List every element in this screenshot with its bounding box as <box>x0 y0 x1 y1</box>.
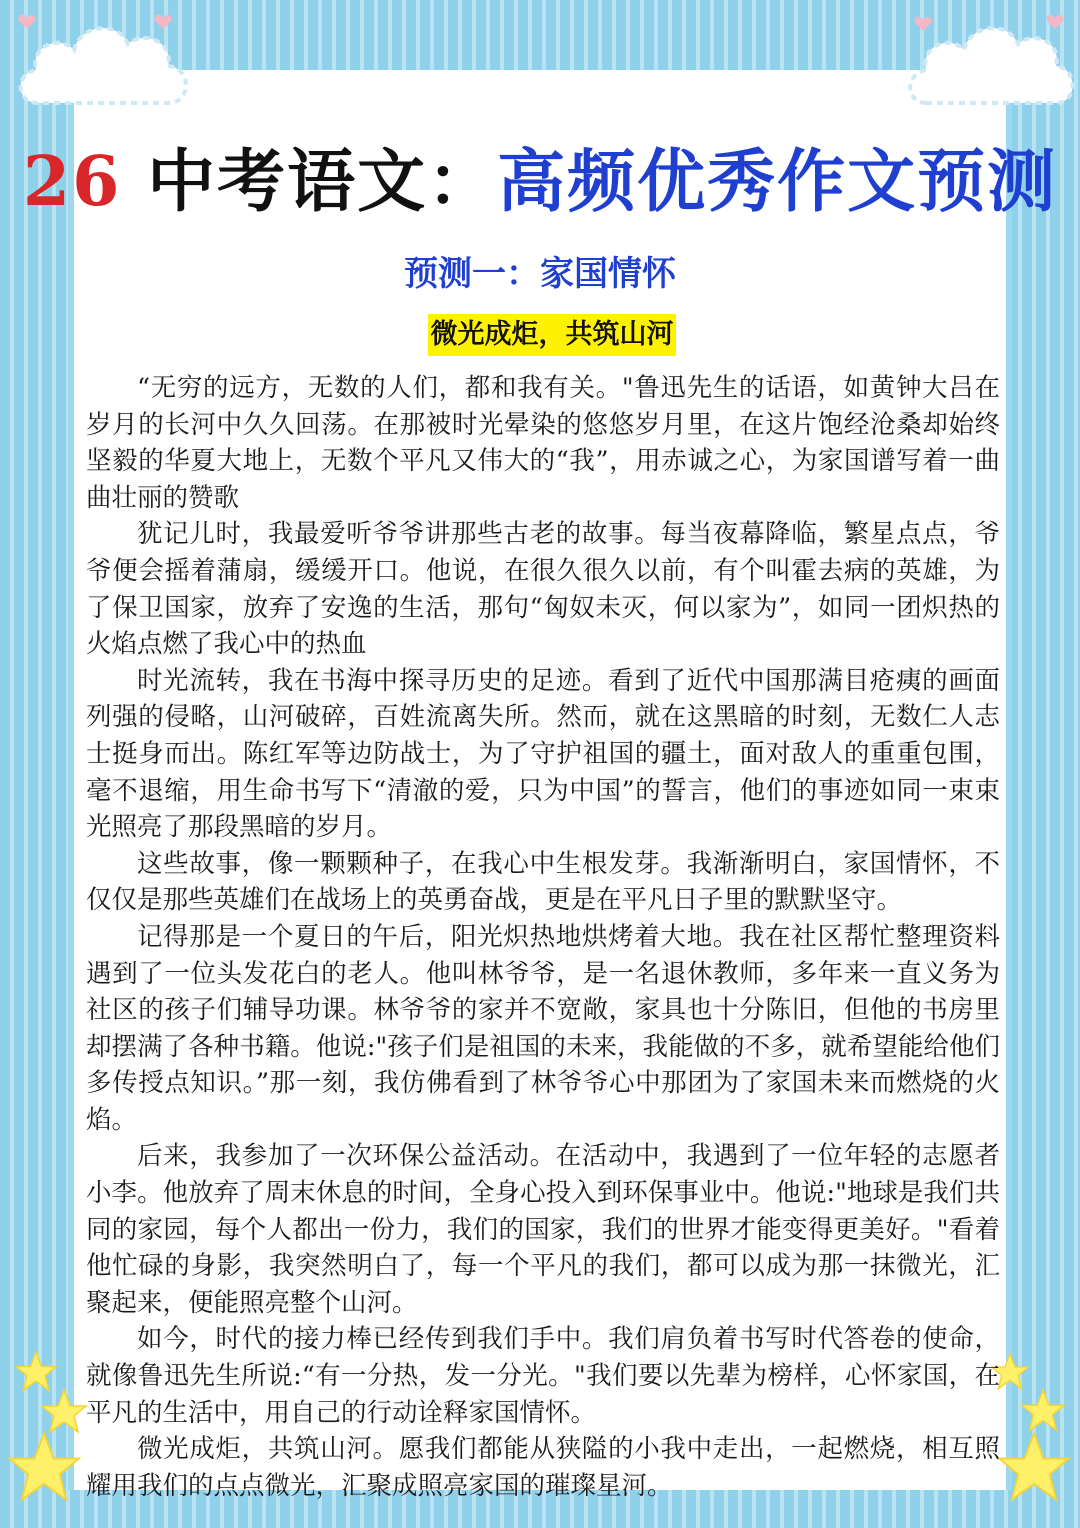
paragraph: 这些故事，像一颗颗种子，在我心中生根发芽。我渐渐明白，家国情怀，不仅仅是那些英雄们在战场上的英勇奋战，更是在平凡日子里的默默坚守。 <box>86 848 1000 916</box>
paragraph: 后来，我参加了一次环保公益活动。在活动中，我遇到了一位年轻的志愿者小李。他放弃了周末休息的时间，全身心投入到环保事业中。他说:"地球是我们共同的家园，每个人都出一份力，我们的国家，我们的世界才能变得更美好。"看着他忙碌的身影，我突然明白了，每一个平凡的我们，都可以成为那一抹微光，汇聚起来，便能照亮整个山河。 <box>86 1141 1000 1318</box>
paragraph: 微光成炬，共筑山河。愿我们都能从狭隘的小我中走出，一起燃烧，相互照耀用我们的点点微光，汇聚成照亮家国的璀璨星河。 <box>86 1434 1000 1501</box>
star-icon <box>6 1430 82 1506</box>
paragraph: 时光流转，我在书海中探寻历史的足迹。看到了近代中国那满目疮痍的画面列强的侵略，山河破碎，百姓流离失所。然而，就在这黑暗的时刻，无数仁人志士挺身而出。陈红军等边防战士，为了守护祖国的疆土，面对敌人的重重包围，毫不退缩，用生命书写下“清澈的爱，只为中国”的誓言，他们的事迹如同一束束光照亮了那段黑暗的岁月。 <box>86 665 1000 843</box>
essay-title: 微光成炬，共筑山河 <box>428 314 676 356</box>
heart-icon <box>154 14 172 30</box>
essay-body <box>86 370 1000 1504</box>
star-icon <box>1020 1388 1066 1434</box>
paragraph: 如今，时代的接力棒已经传到我们手中。我们肩负着书写时代答卷的使命，就像鲁迅先生所说:“有一分热，发一分光。"我们要以先辈为榜样，心怀家国，在平凡的生活中，用自己的行动诠释家国情怀。 <box>86 1324 1000 1428</box>
title-topic: 高频优秀作文预测 <box>497 142 1058 222</box>
heart-icon <box>1046 14 1064 30</box>
star-icon <box>996 1430 1072 1506</box>
section-subtitle: 预测一：家国情怀 <box>404 254 676 294</box>
paragraph: “无穷的远方，无数的人们，都和我有关。"鲁迅先生的话语，如黄钟大吕在岁月的长河中久久回荡。在那被时光晕染的悠悠岁月里，在这片饱经沧桑却始终坚毅的华夏大地上，无数个平凡又伟大的“我”，用赤诚之心，为家国谱写着一曲曲壮丽的赞歌 <box>86 373 1000 513</box>
title-subject: 中考语文： <box>147 142 498 222</box>
title-number: 26 <box>22 142 122 222</box>
page-title <box>0 128 1080 225</box>
paragraph: 记得那是一个夏日的午后，阳光炽热地烘烤着大地。我在社区帮忙整理资料遇到了一位头发花白的老人。他叫林爷爷，是一名退休教师，多年来一直义务为社区的孩子们辅导功课。林爷爷的家并不宽敞，家具也十分陈旧，但他的书房里却摆满了各种书籍。他说:"孩子们是祖国的未来，我能做的不多，就希望能给他们多传授点知识。”那一刻，我仿佛看到了林爷爷心中那团为了家国未来而燃烧的火焰。 <box>86 921 1000 1135</box>
heart-icon <box>914 16 932 32</box>
heart-icon <box>18 14 36 30</box>
star-icon <box>40 1388 88 1436</box>
paragraph: 犹记儿时，我最爱听爷爷讲那些古老的故事。每当夜幕降临，繁星点点，爷爷便会摇着蒲扇，缓缓开口。他说，在很久很久以前，有个叫霍去病的英雄，为了保卫国家，放弃了安逸的生活，那句“匈奴未灭，何以家为”，如同一团炽热的火焰点燃了我心中的热血 <box>86 519 1000 660</box>
